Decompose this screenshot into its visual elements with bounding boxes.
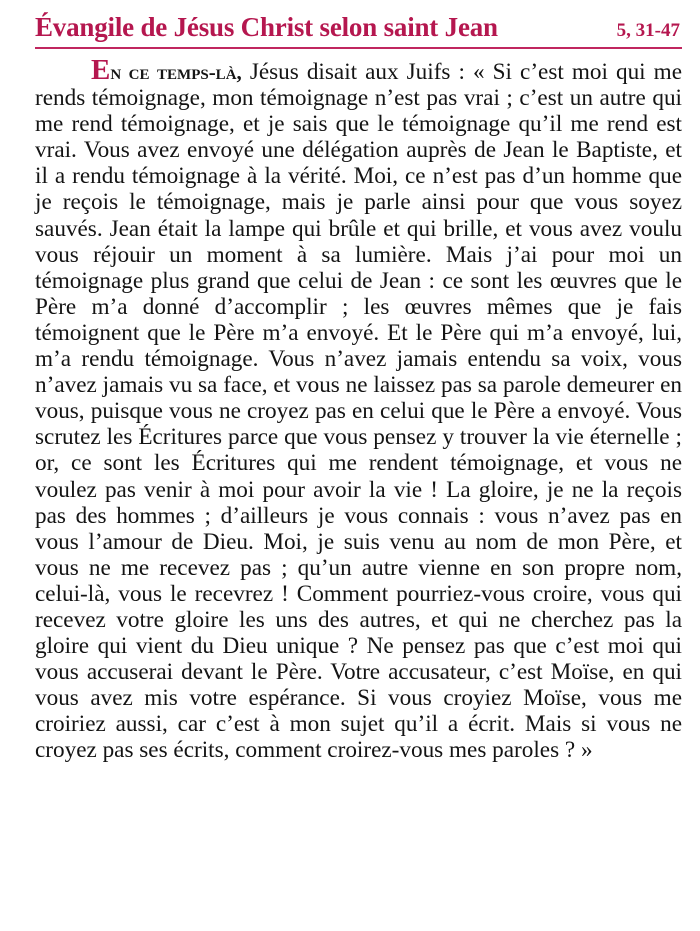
gospel-text (35, 54, 682, 764)
initial-letter: E (91, 54, 111, 86)
incipit-words: n ce temps-là, (110, 60, 242, 84)
gospel-body: Jésus disait aux Juifs : « Si c’est moi qui me rends témoignage, mon témoignage n’est pas vrai ; c’est un autre qui me rend témoignage, et je sais que le témoignage qu’il me rend est vrai. Vous avez envoyé une délégation auprès de Jean le Baptiste, et il a rendu témoignage à la vérité. Moi, ce n’est pas d’un homme que je reçois le témoignage, mais je parle ainsi pour que vous soyez sauvés. Jean était la lampe qui brûle et qui brille, et vous avez voulu vous réjouir un moment à sa lumière. Mais j’ai pour moi un témoignage plus grand que celui de Jean : ce sont les œuvres que le Père m’a donné d’accomplir ; les œuvres mêmes que je fais témoignent que le Père m’a envoyé. Et le Père qui m’a envoyé, lui, m’a rendu témoignage. Vous n’avez jamais entendu sa voix, vous n’avez jamais vu sa face, et vous ne laissez pas sa parole demeurer en vous, puisque vous ne croyez pas en celui que le Père a envoyé. Vous scrutez les Écritures parce que vous pensez y trouver la vie éternelle ; or, ce sont les Écritures qui me rendent témoignage, et vous ne voulez pas venir à moi pour avoir la vie ! La gloire, je ne la reçois pas des hommes ; d’ailleurs je vous connais : vous n’avez pas en vous l’amour de Dieu. Moi, je suis venu au nom de mon Père, et vous ne me recevez pas ; qu’un autre vienne en son propre nom, celui-là, vous le recevrez ! Comment pourriez-vous croire, vous qui recevez votre gloire les uns des autres, et qui ne cherchez pas la gloire qui vient du Dieu unique ? Ne pensez pas que c’est moi qui vous accuserai devant le Père. Votre accusateur, c’est Moïse, en qui vous avez mis votre espérance. Si vous croyiez Moïse, vous me croiriez aussi, car c’est à mon sujet qu’il a écrit. Mais si vous ne croyez pas ses écrits, comment croirez-vous mes paroles ? » (35, 59, 682, 764)
incipit (91, 54, 242, 86)
scripture-reference: 5, 31-47 (616, 20, 680, 41)
gospel-title: Évangile de Jésus Christ selon saint Jean (35, 12, 498, 42)
reading-header (35, 12, 682, 49)
